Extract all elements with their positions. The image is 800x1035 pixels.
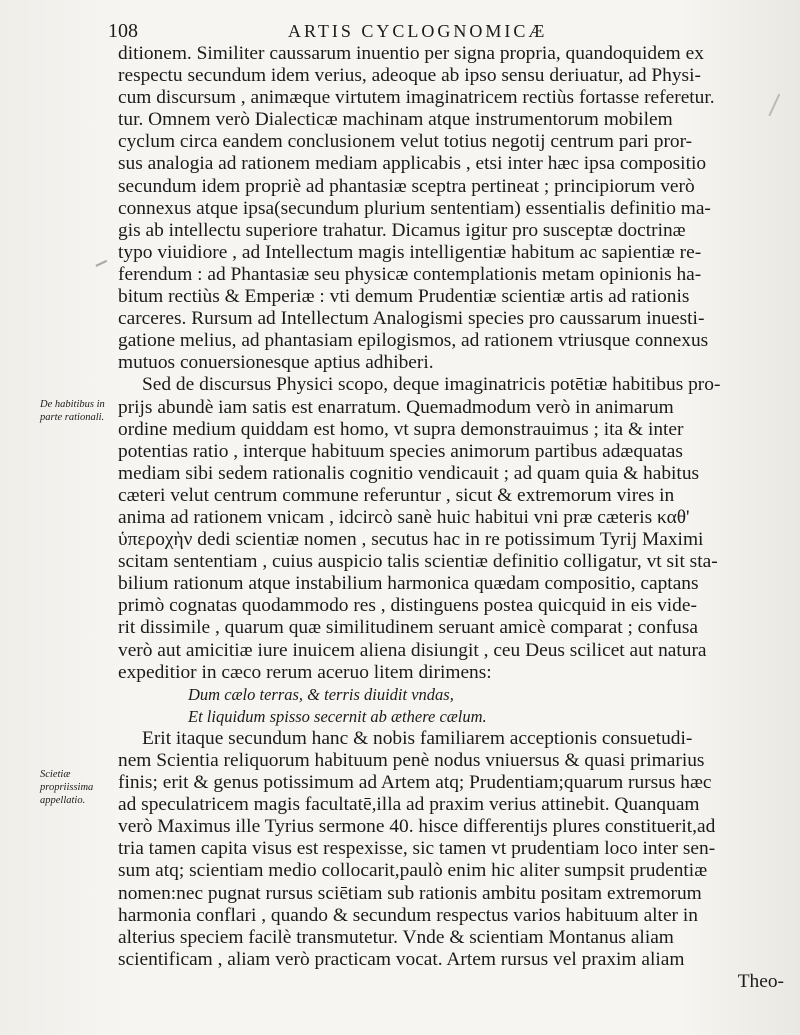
text-line: scitam sententiam , cuius auspicio talis scientiæ definitio colligatur, vt sit sta- [118, 551, 718, 573]
text-line: mediam sibi sedem rationalis cognitio vendicauit ; ad quam quia & habitus [118, 462, 700, 484]
text-line: finis; erit & genus potissimum ad Artem atq; Prudentiam;quarum rursus hæc [118, 772, 712, 794]
text-line: nem Scientia reliquorum habituum penè nodus vniuersus & quasi primarius [118, 750, 705, 771]
catchword: Theo- [737, 970, 784, 992]
text-line: bilium rationum atque instabilium harmonica quædam compositio, captans [118, 573, 699, 595]
verse-line: Dum cælo terras, & terris diuidit vndas, [188, 684, 454, 704]
text-line: primò cognatas quodammodo res , distinguens postea quicquid in eis vide- [118, 595, 697, 617]
text-line: ferendum : ad Phantasiæ seu physicæ contemplationis metam opinionis ha- [118, 263, 702, 285]
text-line: gatione melius, ad phantasiam epilogismos, ad rationem vtriusque connexus [118, 330, 709, 352]
text-line: tur. Omnem verò Dialecticæ machinam atque instrumentorum mobilem [118, 109, 673, 131]
text-line: typo viuidiore , ad Intellectum magis intelligentiæ habitum ac sapientiæ re- [118, 241, 702, 263]
text-line: scientificam , aliam verò practicam vocat. Artem rursus vel praxim aliam [118, 948, 685, 970]
text-line: verò Maximus ille Tyrius sermone 40. hisce differentijs plures constituerit,ad [118, 816, 716, 838]
text-line: cyclum circa eandem conclusionem velut totius negotij centrum pari pror- [118, 131, 693, 153]
text-line: mutuos conuersionesque aptius adhiberi. [118, 352, 434, 374]
text-line: nomen:nec pugnat rursus sciētiam sub rationis ambitu positam extremorum [118, 882, 702, 904]
body-text [118, 43, 794, 993]
text-line: carceres. Rursum ad Intellectum Analogismi species pro caussarum inuesti- [118, 308, 705, 330]
text-line: anima ad rationem vnicam , idcircò sanè huic habitui vni præ cæteris καθ' [118, 506, 690, 528]
running-title: ARTIS CYCLOGNOMICÆ [288, 21, 548, 41]
text-line: rit dissimile , quarum quæ similitudinem seruant amicè comparat ; confusa [118, 617, 698, 639]
page-number: 108 [108, 20, 138, 42]
text-line: sus analogia ad rationem mediam applicabis , etsi inter hæc ipsa compositio [118, 153, 707, 175]
text-line: harmonia conflari , quando & secundum respectus varios habituum alter in [118, 904, 698, 926]
marginal-note: De habitibus in parte rationali. [40, 399, 105, 423]
verse-line: Et liquidum spisso secernit ab æthere cælum. [188, 706, 487, 726]
text-line: gis ab intellectu superiore trahatur. Dicamus igitur pro susceptæ doctrinæ [118, 219, 686, 241]
text-line: potentias ratio , interque habituum species animorum partibus adæquatas [118, 440, 683, 462]
text-line: cum discursum , animæque virtutem imaginatricem rectiùs fortasse referetur. [118, 87, 715, 109]
text-line: Erit itaque secundum hanc & nobis familiarem acceptionis consuetudi- [142, 727, 693, 749]
marginal-note: Scietiæ propriissima appellatio. [40, 769, 94, 806]
text-line: prijs abundè iam satis est enarratum. Quemadmodum verò in animarum [118, 396, 674, 418]
text-line: ditionem. Similiter caussarum inuentio per signa propria, quandoquidem ex [118, 43, 704, 64]
text-line: cæteri velut centrum commune referuntur , sicut & extremorum vires in [118, 484, 675, 506]
text-line: ad speculatricem magis facultatē,illa ad praxim verius attinebit. Quanquam [118, 794, 700, 816]
text-line: secundum idem propriè ad phantasiæ sceptra pertineat ; principiorum verò [118, 175, 695, 197]
text-line: alterius speciem facilè transmutetur. Vnde & scientiam Montanus aliam [118, 926, 674, 948]
text-line: respectu secundum idem verius, adeoque ab ipso sensu deriuatur, ad Physi- [118, 65, 701, 87]
text-line: expeditior in cæco rerum aceruo litem dirimens: [118, 661, 492, 683]
text-line: verò aut amicitiæ iure inuicem aliena disiungit , ceu Deus scilicet aut natura [118, 639, 707, 661]
text-line: sum atq; scientiam medio collocarit,paulò enim hic aliter sumpsit prudentiæ [118, 860, 708, 882]
text-line: Sed de discursus Physici scopo, deque imaginatricis potētiæ habitibus pro- [142, 374, 721, 396]
text-line: ordine medium quiddam est homo, vt supra demonstrauimus ; ita & inter [118, 418, 684, 440]
text-line: bitum rectiùs & Emperiæ : vti demum Prudentiæ scientiæ artis ad rationis [118, 286, 690, 308]
ink-mark [95, 260, 110, 274]
text-line: tria tamen capita visus est respexisse, sic tamen vt prudentiam loco inter sen- [118, 838, 716, 860]
text-line: ὑπεροχὴν dedi scientiæ nomen , secutus hac in re potissimum Tyrij Maximi [118, 529, 704, 551]
text-line: connexus atque ipsa(secundum plurium sententiam) essentialis definitio ma- [118, 197, 711, 219]
